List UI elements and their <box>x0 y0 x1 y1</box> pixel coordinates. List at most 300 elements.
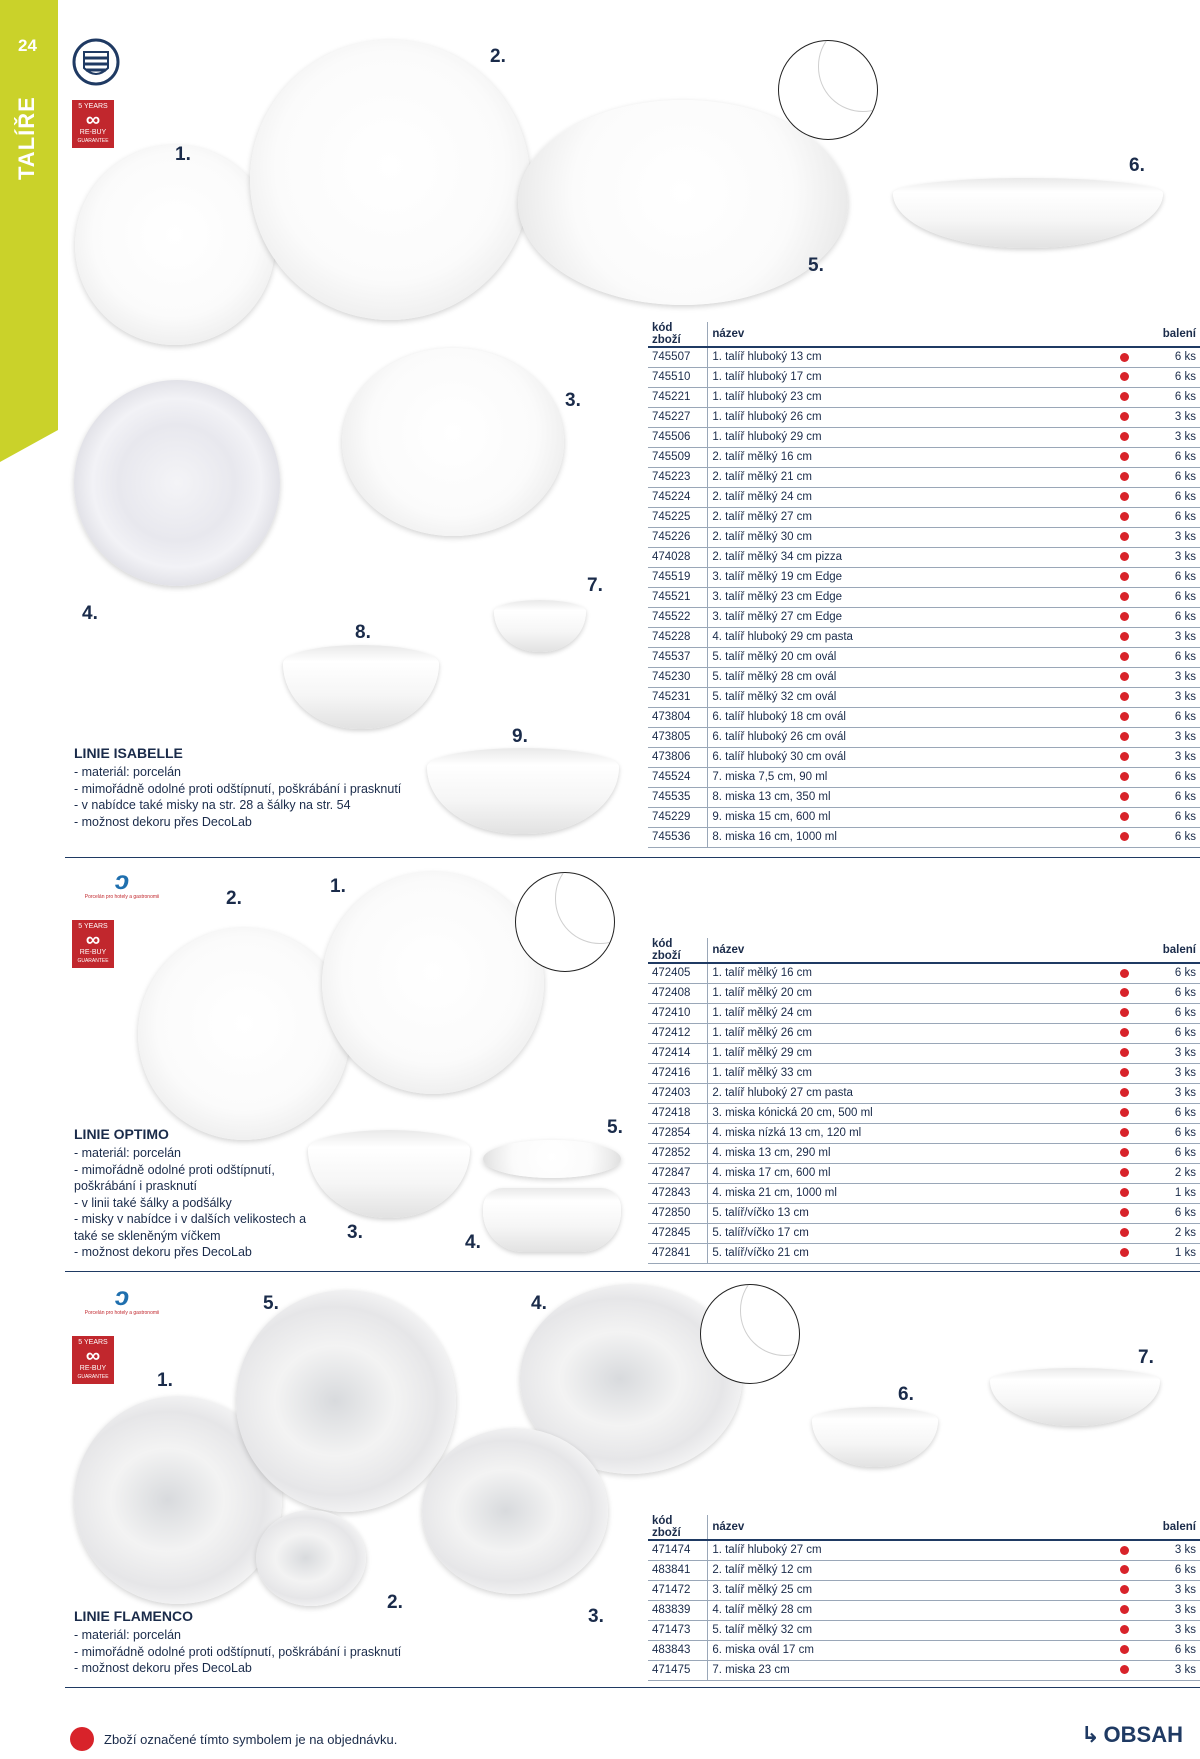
product-pack: 1 ks <box>1134 1183 1200 1203</box>
product-number: 3. <box>565 390 581 411</box>
table-row <box>648 1123 1200 1143</box>
rebuy-guarantee-badge: 5 YEARS ∞ RE-BUY GUARANTEE <box>72 1336 114 1384</box>
product-code: 472847 <box>648 1163 708 1183</box>
order-dot-icon <box>1114 627 1134 647</box>
section-divider <box>65 1687 1200 1688</box>
product-number: 1. <box>175 144 191 165</box>
product-code: 745229 <box>648 807 708 827</box>
order-dot-icon <box>1114 1660 1134 1680</box>
feature-item: - možnost dekoru přes DecoLab <box>74 1244 314 1261</box>
product-name: 4. miska 13 cm, 290 ml <box>708 1143 1115 1163</box>
product-pack: 6 ks <box>1134 507 1200 527</box>
product-code: 745227 <box>648 407 708 427</box>
order-dot-icon <box>1114 607 1134 627</box>
feature-item: - materiál: porcelán <box>74 1145 314 1162</box>
order-dot-icon <box>1114 467 1134 487</box>
product-name: 4. miska 17 cm, 600 ml <box>708 1163 1115 1183</box>
product-code: 471472 <box>648 1580 708 1600</box>
table-row <box>648 727 1200 747</box>
table-row <box>648 707 1200 727</box>
product-pack: 6 ks <box>1134 827 1200 847</box>
product-code: 472405 <box>648 963 708 983</box>
product-pack: 3 ks <box>1134 667 1200 687</box>
order-dot-icon <box>1114 1043 1134 1063</box>
product-code: 474028 <box>648 547 708 567</box>
product-name: 2. talíř mělký 16 cm <box>708 447 1115 467</box>
table-row <box>648 807 1200 827</box>
product-pack: 6 ks <box>1134 1023 1200 1043</box>
table-header <box>648 1515 1200 1540</box>
table-row <box>648 1560 1200 1580</box>
product-pack: 6 ks <box>1134 1560 1200 1580</box>
product-name: 7. miska 23 cm <box>708 1660 1114 1680</box>
table-row <box>648 1183 1200 1203</box>
order-dot-icon <box>1114 1560 1134 1580</box>
product-code: 745223 <box>648 467 708 487</box>
table-row <box>648 1580 1200 1600</box>
product-number: 3. <box>347 1222 363 1243</box>
product-name: 2. talíř mělký 21 cm <box>708 467 1115 487</box>
product-code: 745537 <box>648 647 708 667</box>
product-code: 472854 <box>648 1123 708 1143</box>
product-number: 1. <box>157 1370 173 1391</box>
feature-item: - materiál: porcelán <box>74 1627 504 1644</box>
product-pack: 6 ks <box>1134 587 1200 607</box>
order-dot-icon <box>1114 1123 1134 1143</box>
product-code: 745510 <box>648 367 708 387</box>
order-dot-icon <box>1114 1640 1134 1660</box>
feature-item: - mimořádně odolné proti odštípnutí, poškrábání i prasknutí <box>74 1162 314 1195</box>
order-dot-icon <box>1114 547 1134 567</box>
feature-list <box>74 1145 314 1261</box>
column-header-pack: balení <box>1134 938 1200 963</box>
table-row <box>648 667 1200 687</box>
product-name: 4. miska nízká 13 cm, 120 ml <box>708 1123 1115 1143</box>
product-pack: 6 ks <box>1134 787 1200 807</box>
order-dot-icon <box>1114 527 1134 547</box>
column-header-code: kód zboží <box>648 1515 708 1540</box>
order-dot-icon <box>1114 487 1134 507</box>
brand-logo: ↄ Porcelán pro hotely a gastronomii <box>72 866 172 914</box>
order-dot-icon <box>1114 1243 1134 1263</box>
product-pack: 6 ks <box>1134 767 1200 787</box>
product-code: 745519 <box>648 567 708 587</box>
product-name: 2. talíř mělký 27 cm <box>708 507 1115 527</box>
infinity-icon: ∞ <box>85 109 101 131</box>
product-pack: 3 ks <box>1134 1660 1200 1680</box>
product-code: 745221 <box>648 387 708 407</box>
product-code: 472841 <box>648 1243 708 1263</box>
product-name: 5. talíř/víčko 13 cm <box>708 1203 1115 1223</box>
product-pack: 3 ks <box>1134 1083 1200 1103</box>
product-name: 3. miska kónická 20 cm, 500 ml <box>708 1103 1115 1123</box>
product-line-title: LINIE ISABELLE <box>74 745 183 761</box>
product-name: 6. talíř hluboký 30 cm ovál <box>708 747 1115 767</box>
product-name: 2. talíř hluboký 27 cm pasta <box>708 1083 1115 1103</box>
product-code: 471474 <box>648 1540 708 1560</box>
table-row <box>648 547 1200 567</box>
table-row <box>648 787 1200 807</box>
table-row <box>648 1540 1200 1560</box>
product-number: 7. <box>1138 1347 1154 1368</box>
contents-link-label: OBSAH <box>1103 1722 1183 1747</box>
product-pack: 6 ks <box>1134 1143 1200 1163</box>
product-name: 5. talíř mělký 20 cm ovál <box>708 647 1115 667</box>
table-row <box>648 1203 1200 1223</box>
table-row <box>648 1003 1200 1023</box>
product-name: 2. talíř mělký 24 cm <box>708 487 1115 507</box>
product-image-bowl <box>483 1188 621 1252</box>
table-row <box>648 367 1200 387</box>
product-pack: 3 ks <box>1134 1580 1200 1600</box>
product-code: 745228 <box>648 627 708 647</box>
order-dot-icon <box>1114 1083 1134 1103</box>
product-pack: 3 ks <box>1134 1620 1200 1640</box>
product-code: 472843 <box>648 1183 708 1203</box>
product-pack: 3 ks <box>1134 727 1200 747</box>
product-code: 472410 <box>648 1003 708 1023</box>
table-row <box>648 1023 1200 1043</box>
product-code: 472403 <box>648 1083 708 1103</box>
table-row <box>648 347 1200 367</box>
product-name: 1. talíř mělký 33 cm <box>708 1063 1115 1083</box>
table-row <box>648 1083 1200 1103</box>
order-dot-icon <box>1114 827 1134 847</box>
product-image-bowl <box>990 1368 1160 1426</box>
product-code: 745521 <box>648 587 708 607</box>
order-dot-icon <box>1114 983 1134 1003</box>
product-name: 1. talíř mělký 26 cm <box>708 1023 1115 1043</box>
product-pack: 6 ks <box>1134 347 1200 367</box>
product-name: 1. talíř mělký 24 cm <box>708 1003 1115 1023</box>
order-dot-icon <box>1114 807 1134 827</box>
product-code: 483839 <box>648 1600 708 1620</box>
column-header-pack: balení <box>1134 322 1200 347</box>
feature-item: - materiál: porcelán <box>74 764 414 781</box>
product-pack: 3 ks <box>1134 687 1200 707</box>
order-dot-icon <box>1114 707 1134 727</box>
product-pack: 6 ks <box>1134 963 1200 983</box>
brand-mark-icon: ↄ <box>114 865 130 895</box>
order-dot-icon <box>1114 727 1134 747</box>
order-dot-icon <box>1114 447 1134 467</box>
order-dot-icon <box>1114 647 1134 667</box>
product-number: 2. <box>387 1592 403 1613</box>
table-row <box>648 387 1200 407</box>
order-dot-icon <box>1114 1540 1134 1560</box>
infinity-icon: ∞ <box>85 1345 101 1367</box>
product-code: 745536 <box>648 827 708 847</box>
product-code: 745522 <box>648 607 708 627</box>
product-pack: 6 ks <box>1134 1123 1200 1143</box>
product-name: 2. talíř mělký 30 cm <box>708 527 1115 547</box>
product-name: 1. talíř hluboký 13 cm <box>708 347 1115 367</box>
certification-seal-logo <box>72 38 120 90</box>
product-image-deep-plate <box>75 145 275 345</box>
product-pack: 3 ks <box>1134 1600 1200 1620</box>
table-row <box>648 407 1200 427</box>
rebuy-guarantee-badge: 5 YEARS ∞ RE-BUY GUARANTEE <box>72 100 114 148</box>
product-pack: 6 ks <box>1134 467 1200 487</box>
product-pack: 6 ks <box>1134 447 1200 467</box>
order-dot-icon <box>1114 367 1134 387</box>
table-row <box>648 607 1200 627</box>
product-code: 472416 <box>648 1063 708 1083</box>
product-name: 2. talíř mělký 12 cm <box>708 1560 1114 1580</box>
product-name: 1. talíř hluboký 26 cm <box>708 407 1115 427</box>
column-header-code: kód zboží <box>648 938 708 963</box>
contents-link[interactable] <box>1081 1722 1183 1748</box>
product-number: 7. <box>587 575 603 596</box>
product-line-title: LINIE FLAMENCO <box>74 1608 193 1624</box>
product-code: 472418 <box>648 1103 708 1123</box>
feature-item: - mimořádně odolné proti odštípnutí, poškrábání i prasknutí <box>74 781 414 798</box>
table-row <box>648 1660 1200 1680</box>
product-image-lid <box>483 1140 621 1178</box>
product-pack: 6 ks <box>1134 807 1200 827</box>
product-number: 9. <box>512 726 528 747</box>
product-pack: 6 ks <box>1134 1003 1200 1023</box>
order-dot-icon <box>1114 1103 1134 1123</box>
table-row <box>648 747 1200 767</box>
order-dot-icon <box>1114 747 1134 767</box>
arrow-icon: ↳ <box>1081 1722 1100 1747</box>
product-pack: 2 ks <box>1134 1163 1200 1183</box>
infinity-icon: ∞ <box>85 929 101 951</box>
product-code: 472412 <box>648 1023 708 1043</box>
product-code: 745507 <box>648 347 708 367</box>
order-dot-icon <box>1114 1620 1134 1640</box>
product-code: 471475 <box>648 1660 708 1680</box>
table-row <box>648 1243 1200 1263</box>
column-header-code: kód zboží <box>648 322 708 347</box>
product-number: 4. <box>531 1293 547 1314</box>
rebuy-guarantee-badge: 5 YEARS ∞ RE-BUY GUARANTEE <box>72 920 114 968</box>
product-detail-zoom <box>778 40 878 140</box>
feature-item: - misky v nabídce i v dalších velikostech a také se skleněným víčkem <box>74 1211 314 1244</box>
product-code: 472845 <box>648 1223 708 1243</box>
product-name: 5. talíř mělký 32 cm <box>708 1620 1114 1640</box>
product-name: 4. miska 21 cm, 1000 ml <box>708 1183 1115 1203</box>
product-pack: 2 ks <box>1134 1223 1200 1243</box>
feature-item: - možnost dekoru přes DecoLab <box>74 1660 504 1677</box>
table-row <box>648 1620 1200 1640</box>
order-dot-icon <box>1114 407 1134 427</box>
table-row <box>648 487 1200 507</box>
product-image-bowl-medium <box>283 645 439 729</box>
order-dot-icon <box>1114 787 1134 807</box>
product-number: 1. <box>330 876 346 897</box>
table-row <box>648 1103 1200 1123</box>
product-image-flat-plate <box>250 40 530 320</box>
product-number: 3. <box>588 1606 604 1627</box>
order-dot-icon <box>1114 1600 1134 1620</box>
table-row <box>648 827 1200 847</box>
product-pack: 1 ks <box>1134 1243 1200 1263</box>
product-name: 5. talíř/víčko 21 cm <box>708 1243 1115 1263</box>
product-number: 2. <box>226 888 242 909</box>
table-row <box>648 687 1200 707</box>
product-code: 745230 <box>648 667 708 687</box>
product-name: 7. miska 7,5 cm, 90 ml <box>708 767 1115 787</box>
product-pack: 6 ks <box>1134 1103 1200 1123</box>
product-number: 5. <box>607 1117 623 1138</box>
product-image-bowl-small <box>494 600 586 652</box>
column-header-name: název <box>708 322 1115 347</box>
order-dot-icon <box>1114 347 1134 367</box>
product-name: 9. miska 15 cm, 600 ml <box>708 807 1115 827</box>
product-name: 1. talíř hluboký 29 cm <box>708 427 1115 447</box>
table-row <box>648 1163 1200 1183</box>
product-number: 2. <box>490 46 506 67</box>
product-pack: 6 ks <box>1134 1640 1200 1660</box>
product-name: 3. talíř mělký 25 cm <box>708 1580 1114 1600</box>
product-code: 473804 <box>648 707 708 727</box>
product-pack: 6 ks <box>1134 647 1200 667</box>
column-header-name: název <box>708 938 1115 963</box>
product-name: 3. talíř mělký 19 cm Edge <box>708 567 1115 587</box>
product-name: 6. talíř hluboký 18 cm ovál <box>708 707 1115 727</box>
section-tab <box>0 0 58 462</box>
order-dot-icon <box>1114 587 1134 607</box>
section-divider <box>65 1271 1200 1272</box>
product-image-oval-bowl <box>893 178 1163 248</box>
product-code: 483843 <box>648 1640 708 1660</box>
section-title: TALÍŘE <box>14 96 39 180</box>
product-name: 3. talíř mělký 23 cm Edge <box>708 587 1115 607</box>
product-name: 5. talíř/víčko 17 cm <box>708 1223 1115 1243</box>
product-pack: 3 ks <box>1134 527 1200 547</box>
table-row <box>648 1043 1200 1063</box>
product-name: 1. talíř mělký 16 cm <box>708 963 1115 983</box>
table-row <box>648 1063 1200 1083</box>
product-code: 471473 <box>648 1620 708 1640</box>
product-image-conical-bowl <box>308 1130 470 1218</box>
order-dot-icon <box>1114 1580 1134 1600</box>
product-pack: 6 ks <box>1134 983 1200 1003</box>
product-code: 745225 <box>648 507 708 527</box>
product-table <box>648 938 1200 1264</box>
product-name: 4. talíř mělký 28 cm <box>708 1600 1114 1620</box>
order-dot-icon <box>1114 1223 1134 1243</box>
product-code: 472414 <box>648 1043 708 1063</box>
product-code: 745226 <box>648 527 708 547</box>
table-row <box>648 647 1200 667</box>
table-row <box>648 1640 1200 1660</box>
product-image-flat-plate <box>322 872 544 1094</box>
order-dot-icon <box>1114 667 1134 687</box>
table-row <box>648 963 1200 983</box>
product-image-edge-plate <box>342 348 564 536</box>
table-row <box>648 1600 1200 1620</box>
product-name: 5. talíř mělký 28 cm ovál <box>708 667 1115 687</box>
table-row <box>648 767 1200 787</box>
product-pack: 6 ks <box>1134 607 1200 627</box>
product-image-oval-bowl <box>812 1407 938 1467</box>
product-pack: 3 ks <box>1134 627 1200 647</box>
feature-item: - možnost dekoru přes DecoLab <box>74 814 414 831</box>
product-image-small-plate <box>256 1510 366 1606</box>
product-name: 1. talíř mělký 20 cm <box>708 983 1115 1003</box>
table-row <box>648 567 1200 587</box>
page-number: 24 <box>18 36 37 55</box>
table-header <box>648 938 1200 963</box>
product-image-large-plate <box>236 1290 456 1512</box>
product-pack: 3 ks <box>1134 1540 1200 1560</box>
brand-mark-icon: ↄ <box>114 1281 130 1311</box>
product-image-pasta-plate <box>138 928 350 1140</box>
product-detail-zoom <box>700 1284 800 1384</box>
order-dot-icon <box>1114 963 1134 983</box>
product-name: 1. talíř hluboký 23 cm <box>708 387 1115 407</box>
column-header-name: název <box>708 1515 1114 1540</box>
order-dot-icon <box>1114 1203 1134 1223</box>
table-row <box>648 983 1200 1003</box>
product-name: 4. talíř hluboký 29 cm pasta <box>708 627 1115 647</box>
product-code: 472852 <box>648 1143 708 1163</box>
feature-item: - v linii také šálky a podšálky <box>74 1195 314 1212</box>
product-name: 8. miska 13 cm, 350 ml <box>708 787 1115 807</box>
product-name: 1. talíř mělký 29 cm <box>708 1043 1115 1063</box>
table-row <box>648 427 1200 447</box>
product-pack: 3 ks <box>1134 1063 1200 1083</box>
product-code: 473806 <box>648 747 708 767</box>
feature-list <box>74 1627 504 1677</box>
product-pack: 3 ks <box>1134 427 1200 447</box>
order-dot-icon <box>1114 1003 1134 1023</box>
product-pack: 6 ks <box>1134 707 1200 727</box>
product-code: 472850 <box>648 1203 708 1223</box>
table-row <box>648 447 1200 467</box>
table-row <box>648 507 1200 527</box>
product-number: 6. <box>898 1384 914 1405</box>
order-dot-icon <box>1114 687 1134 707</box>
product-pack: 6 ks <box>1134 487 1200 507</box>
table-row <box>648 527 1200 547</box>
product-code: 473805 <box>648 727 708 747</box>
product-code: 745535 <box>648 787 708 807</box>
product-code: 483841 <box>648 1560 708 1580</box>
product-number: 4. <box>465 1232 481 1253</box>
product-pack: 3 ks <box>1134 747 1200 767</box>
product-code: 745231 <box>648 687 708 707</box>
product-name: 5. talíř mělký 32 cm ovál <box>708 687 1115 707</box>
product-number: 4. <box>82 603 98 624</box>
product-pack: 3 ks <box>1134 1043 1200 1063</box>
product-name: 6. talíř hluboký 26 cm ovál <box>708 727 1115 747</box>
product-pack: 6 ks <box>1134 367 1200 387</box>
feature-list <box>74 764 414 830</box>
product-number: 5. <box>263 1293 279 1314</box>
product-line-title: LINIE OPTIMO <box>74 1126 169 1142</box>
column-header-pack: balení <box>1134 1515 1200 1540</box>
order-dot-icon <box>1114 427 1134 447</box>
product-name: 1. talíř hluboký 17 cm <box>708 367 1115 387</box>
order-symbol-icon <box>70 1727 94 1751</box>
order-dot-icon <box>1114 567 1134 587</box>
product-name: 6. miska ovál 17 cm <box>708 1640 1114 1660</box>
table-row <box>648 467 1200 487</box>
product-table <box>648 322 1200 848</box>
product-code: 745509 <box>648 447 708 467</box>
product-code: 745224 <box>648 487 708 507</box>
table-row <box>648 1143 1200 1163</box>
order-dot-icon <box>1114 1183 1134 1203</box>
product-name: 2. talíř mělký 34 cm pizza <box>708 547 1115 567</box>
product-pack: 3 ks <box>1134 547 1200 567</box>
product-number: 6. <box>1129 155 1145 176</box>
table-row <box>648 587 1200 607</box>
